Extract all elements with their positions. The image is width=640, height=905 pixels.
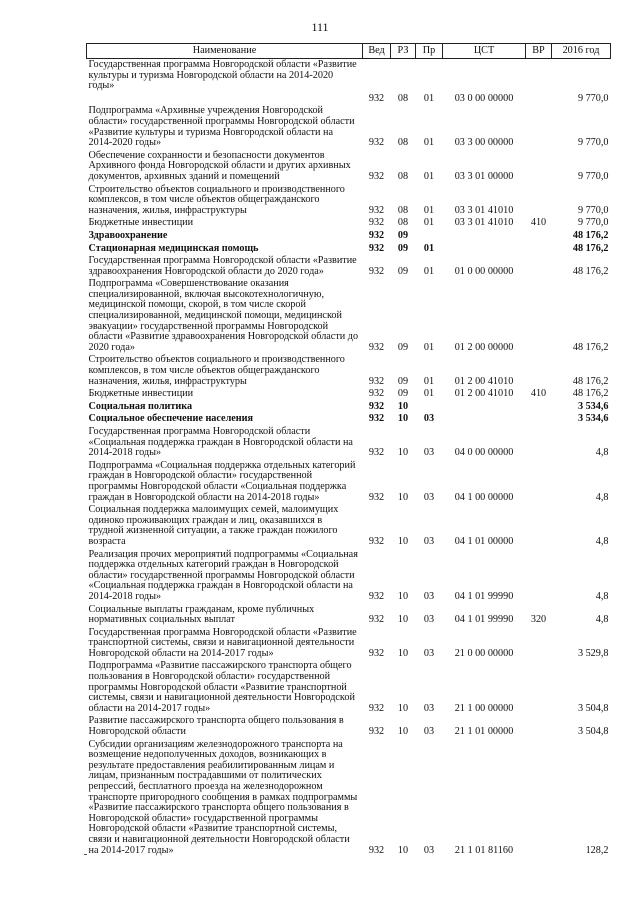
cell-rz: 10 <box>397 491 409 503</box>
cell-rz: 10 <box>397 726 409 738</box>
cell-ved: 932 <box>368 92 385 104</box>
cell-name: Социальная политика <box>88 400 193 412</box>
column-header-sum: 2016 год <box>552 44 611 59</box>
cell-ved: 932 <box>368 844 385 856</box>
cell-sum: 48 176,2 <box>572 375 609 387</box>
budget-table <box>86 43 611 857</box>
table-row <box>87 715 611 738</box>
cell-cst <box>443 401 526 414</box>
cell-sum: 9 770,0 <box>577 217 609 229</box>
column-header-name: Наименование <box>87 44 363 59</box>
cell-rz: 10 <box>397 413 409 425</box>
cell-pr: 03 <box>423 535 435 547</box>
cell-ved: 932 <box>368 535 385 547</box>
cell-ved <box>363 59 391 93</box>
cell-ved: 932 <box>368 217 385 229</box>
cell-name: Подпрограмма «Совершенствование оказания специализированной, включая высокотехнологичную, медицинской помощи, скорой, в том числе скорой специализированной, медицинской помощи, медицинской эвакуации» государственной программы Новгородской области «Развитие здравоохранения Новгородской области до 2020 года» <box>88 278 359 353</box>
cell-pr <box>416 59 443 93</box>
cell-name: Здравоохранение <box>88 229 168 241</box>
cell-sum: 48 176,2 <box>572 265 609 277</box>
cell-ved: 932 <box>368 265 385 277</box>
cell-cst <box>443 59 526 93</box>
cell-rz: 10 <box>397 447 409 459</box>
cell-sum: 3 504,8 <box>577 702 609 714</box>
table-row <box>87 278 611 354</box>
cell-sum: 48 176,2 <box>572 242 609 254</box>
table-row <box>87 59 611 93</box>
cell-ved: 932 <box>368 447 385 459</box>
cell-rz: 08 <box>397 137 409 149</box>
table-row <box>87 460 611 504</box>
table-row <box>87 426 611 460</box>
cell-vr: 320 <box>530 614 547 626</box>
cell-rz: 09 <box>397 242 409 254</box>
cell-ved: 932 <box>368 491 385 503</box>
table-row <box>87 354 611 388</box>
cell-ved: 932 <box>368 229 385 241</box>
cell-vr <box>526 243 552 256</box>
table-row <box>87 388 611 401</box>
cell-pr: 01 <box>423 242 435 254</box>
cell-rz: 09 <box>397 265 409 277</box>
cell-sum: 9 770,0 <box>577 137 609 149</box>
cell-rz: 10 <box>397 400 409 412</box>
cell-sum: 3 504,8 <box>577 726 609 738</box>
cell-pr: 01 <box>423 388 435 400</box>
cell-pr: 03 <box>423 726 435 738</box>
cell-vr <box>526 230 552 243</box>
cell-vr <box>526 150 552 184</box>
table-row <box>87 413 611 426</box>
cell-name: Строительство объектов социального и производственного комплексов, в том числе объектов общегражданского назначения, жилья, инфраструктуры <box>88 354 345 387</box>
cell-vr: 410 <box>530 217 547 229</box>
cell-name <box>87 93 363 106</box>
cell-name: Социальные выплаты гражданам, кроме публичных нормативных социальных выплат <box>88 603 315 626</box>
cell-sum: 3 529,8 <box>577 647 609 659</box>
cell-name: Реализация прочих мероприятий подпрограммы «Социальная поддержка отдельных категорий граждан в Новгородской области» государственной программы Новгородской области «Социальная поддержка граждан в Новгородской области на 2014-2018 годы» <box>88 548 358 602</box>
cell-rz: 08 <box>397 204 409 216</box>
cell-pr: 03 <box>423 413 435 425</box>
cell-vr <box>526 105 552 149</box>
cell-cst: 03 3 00 00000 <box>454 137 514 149</box>
table-row <box>87 184 611 218</box>
table-row <box>87 504 611 548</box>
column-header-rz: РЗ <box>391 44 416 59</box>
cell-pr: 01 <box>423 375 435 387</box>
cell-name: Подпрограмма «Социальная поддержка отдельных категорий граждан в Новгородской области» государственной программы Новгородской области «Социальная поддержка граждан в Новгородской области на 2014-2018 годы» <box>88 459 356 503</box>
table-header <box>87 44 611 59</box>
cell-cst: 04 0 00 00000 <box>454 447 514 459</box>
table-row <box>87 150 611 184</box>
page-number: 111 <box>311 20 329 34</box>
header-row <box>87 44 611 59</box>
cell-rz: 10 <box>397 844 409 856</box>
cell-vr <box>526 627 552 661</box>
table-row <box>87 739 611 858</box>
cell-sum: 3 534,6 <box>577 413 609 425</box>
cell-name: Бюджетные инвестиции <box>88 217 194 229</box>
cell-vr <box>526 660 552 715</box>
cell-vr: 410 <box>530 388 547 400</box>
cell-ved: 932 <box>368 388 385 400</box>
cell-cst <box>443 230 526 243</box>
cell-sum: 3 534,6 <box>577 400 609 412</box>
column-header-cst: ЦСТ <box>443 44 526 59</box>
cell-pr: 01 <box>423 265 435 277</box>
cell-vr <box>526 715 552 738</box>
cell-pr: 01 <box>423 92 435 104</box>
cell-cst: 21 1 01 81160 <box>454 844 514 856</box>
cell-rz: 10 <box>397 535 409 547</box>
table-row <box>87 230 611 243</box>
cell-name: Государственная программа Новгородской области «Развитие транспортной системы, связи и навигационной деятельности Новгородской области на 2014-2017 годы» <box>88 626 357 659</box>
cell-cst <box>443 243 526 256</box>
cell-sum: 9 770,0 <box>577 92 609 104</box>
cell-cst: 03 0 00 00000 <box>454 92 514 104</box>
column-header-vr: ВР <box>526 44 552 59</box>
cell-ved: 932 <box>368 413 385 425</box>
cell-ved: 932 <box>368 590 385 602</box>
cell-vr <box>526 426 552 460</box>
cell-cst: 01 2 00 00000 <box>454 341 514 353</box>
cell-cst: 04 1 00 00000 <box>454 491 514 503</box>
cell-name: Строительство объектов социального и производственного комплексов, в том числе объектов общегражданского назначения, жилья, инфраструктуры <box>88 183 345 216</box>
cell-ved: 932 <box>368 375 385 387</box>
cell-rz: 09 <box>397 229 409 241</box>
cell-sum: 9 770,0 <box>577 170 609 182</box>
cell-rz: 08 <box>397 92 409 104</box>
cell-cst: 21 0 00 00000 <box>454 647 514 659</box>
cell-sum <box>552 59 611 93</box>
table-row <box>87 401 611 414</box>
table-row <box>87 255 611 278</box>
cell-cst <box>443 413 526 426</box>
cell-name: Государственная программа Новгородской области «Развитие культуры и туризма Новгородской области на 2014-2020 годы» <box>88 59 357 92</box>
cell-sum: 48 176,2 <box>572 229 609 241</box>
cell-name: Подпрограмма «Архивные учреждения Новгородской области» государственной программы Новгородской области «Развитие культуры и туризма Новгородской области на 2014-2020 годы» <box>88 105 355 149</box>
cell-cst: 04 1 01 99990 <box>454 590 514 602</box>
cell-sum: 4,8 <box>595 491 609 503</box>
table-row <box>87 243 611 256</box>
cell-sum: 48 176,2 <box>572 388 609 400</box>
cell-vr <box>526 549 552 604</box>
cell-sum: 4,8 <box>595 590 609 602</box>
cell-rz: 10 <box>397 614 409 626</box>
cell-vr <box>526 184 552 218</box>
cell-rz: 10 <box>397 590 409 602</box>
cell-pr: 03 <box>423 647 435 659</box>
cell-pr <box>416 230 443 243</box>
cell-sum: 128,2 <box>585 844 609 856</box>
cell-sum: 48 176,2 <box>572 341 609 353</box>
cell-pr: 01 <box>423 204 435 216</box>
table-row <box>87 627 611 661</box>
cell-cst: 03 3 01 00000 <box>454 170 514 182</box>
cell-pr <box>416 401 443 414</box>
cell-ved: 932 <box>368 647 385 659</box>
cell-ved: 932 <box>368 341 385 353</box>
table-row <box>87 549 611 604</box>
cell-name: Развитие пассажирского транспорта общего пользования в Новгородской области <box>88 715 344 738</box>
cell-cst: 03 3 01 41010 <box>454 204 514 216</box>
cell-rz <box>391 59 416 93</box>
cell-name: Бюджетные инвестиции <box>88 388 194 400</box>
cell-rz: 10 <box>397 702 409 714</box>
cell-sum: 4,8 <box>595 535 609 547</box>
cell-vr <box>526 278 552 354</box>
cell-name: Субсидии организациям железнодорожного транспорта на возмещение недополученных доходов, возникающих в результате предоставления реабилитированным лицам и лицам, признанным пострадавшими от политических репрессий, бесплатного проезда на железнодорожном транспорте пригородного сообщения в рамках подпрограммы «Развитие пассажирского транспорта общего пользования в Новгородской области» государственной программы Новгородской области «Развитие транспортной системы, связи и навигационной деятельности Новгородской области на 2014-2017 годы» <box>88 738 358 856</box>
cell-cst: 03 3 01 41010 <box>454 217 514 229</box>
cell-sum: 9 770,0 <box>577 204 609 216</box>
cell-name: Социальное обеспечение населения <box>88 413 254 425</box>
cell-pr: 01 <box>423 341 435 353</box>
cell-rz: 09 <box>397 341 409 353</box>
cell-cst: 01 2 00 41010 <box>454 375 514 387</box>
cell-ved: 932 <box>368 170 385 182</box>
cell-ved: 932 <box>368 242 385 254</box>
cell-ved: 932 <box>368 614 385 626</box>
cell-pr: 03 <box>423 614 435 626</box>
cell-rz: 10 <box>397 647 409 659</box>
cell-name: Обеспечение сохранности и безопасности документов Архивного фонда Новгородской области и других архивных документов, архивных зданий и помещений <box>88 149 351 182</box>
cell-name: Подпрограмма «Развитие пассажирского транспорта общего пользования в Новгородской области» государственной программы Новгородской области «Развитие транспортной системы, связи и навигационной деятельности Новгородской области на 2014-2017 годы» <box>88 660 355 714</box>
column-header-ved: Вед <box>363 44 391 59</box>
cell-cst: 01 0 00 00000 <box>454 265 514 277</box>
cell-vr <box>526 255 552 278</box>
cell-rz: 09 <box>397 388 409 400</box>
cell-vr <box>526 354 552 388</box>
scan-mark <box>84 854 87 855</box>
cell-pr: 03 <box>423 447 435 459</box>
cell-cst: 04 1 01 00000 <box>454 535 514 547</box>
cell-pr: 03 <box>423 491 435 503</box>
table-body <box>87 59 611 858</box>
cell-ved: 932 <box>368 137 385 149</box>
cell-vr <box>526 504 552 548</box>
cell-rz: 08 <box>397 217 409 229</box>
cell-sum: 4,8 <box>595 447 609 459</box>
cell-vr <box>526 401 552 414</box>
cell-name: Государственная программа Новгородской области «Социальная поддержка граждан в Новгородской области на 2014-2018 годы» <box>88 426 353 459</box>
cell-ved: 932 <box>368 726 385 738</box>
cell-pr: 01 <box>423 137 435 149</box>
cell-ved: 932 <box>368 204 385 216</box>
cell-pr: 03 <box>423 590 435 602</box>
cell-cst: 21 1 01 00000 <box>454 726 514 738</box>
cell-pr: 03 <box>423 702 435 714</box>
table-row <box>87 105 611 149</box>
cell-vr <box>526 739 552 858</box>
cell-cst: 21 1 00 00000 <box>454 702 514 714</box>
cell-vr <box>526 413 552 426</box>
cell-vr <box>526 59 552 93</box>
cell-pr: 01 <box>423 217 435 229</box>
cell-name: Стационарная медицинская помощь <box>88 242 259 254</box>
cell-cst: 01 2 00 41010 <box>454 388 514 400</box>
cell-vr <box>526 93 552 106</box>
cell-pr: 01 <box>423 170 435 182</box>
cell-sum: 4,8 <box>595 614 609 626</box>
cell-name: Государственная программа Новгородской области «Развитие здравоохранения Новгородской области до 2020 года» <box>88 255 357 277</box>
table-row <box>87 604 611 627</box>
table-row <box>87 660 611 715</box>
table-row <box>87 93 611 106</box>
table-row <box>87 217 611 230</box>
cell-pr: 03 <box>423 844 435 856</box>
cell-ved: 932 <box>368 400 385 412</box>
cell-ved: 932 <box>368 702 385 714</box>
cell-vr <box>526 460 552 504</box>
column-header-pr: Пр <box>416 44 443 59</box>
cell-name: Социальная поддержка малоимущих семей, малоимущих одиноко проживающих граждан и лиц, оказавшихся в трудной жизненной ситуации, а также граждан пожилого возраста <box>88 504 339 547</box>
cell-cst: 04 1 01 99990 <box>454 614 514 626</box>
cell-rz: 09 <box>397 375 409 387</box>
cell-rz: 08 <box>397 170 409 182</box>
